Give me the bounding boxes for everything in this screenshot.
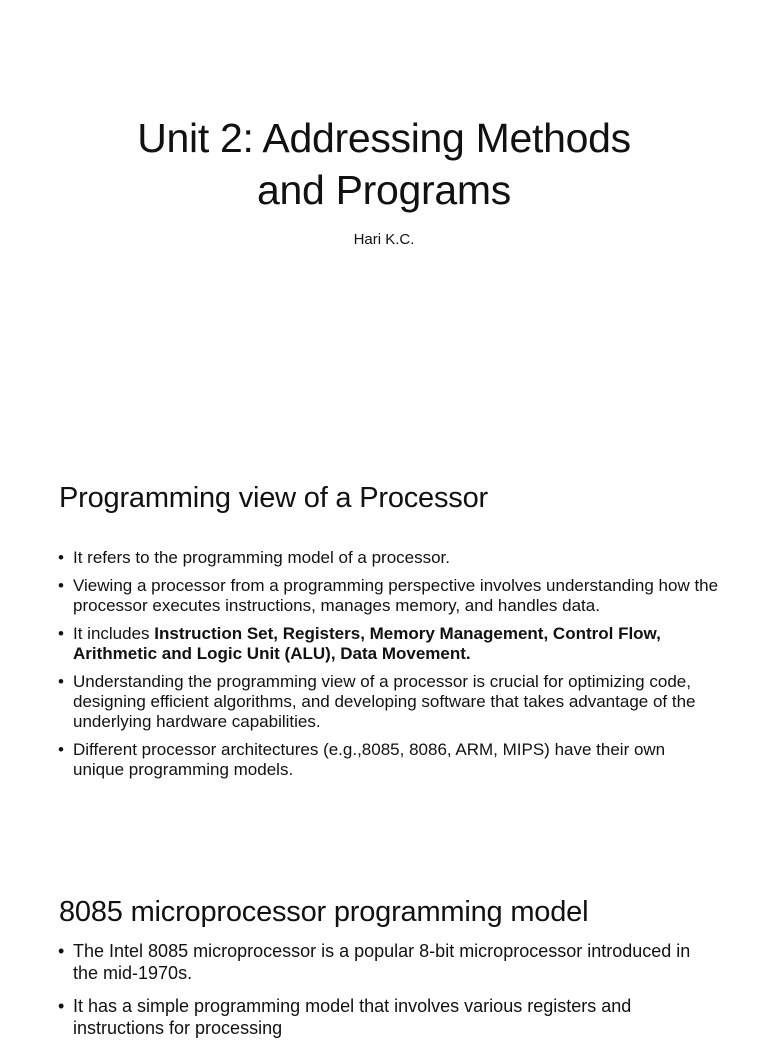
bullet-icon: • (58, 576, 64, 595)
list-item (58, 548, 720, 568)
bullet-text: It refers to the programming model of a processor. (73, 548, 451, 567)
bullet-list (58, 940, 720, 1050)
bullet-icon: • (58, 548, 64, 567)
title-slide (0, 0, 768, 440)
bullet-icon: • (58, 996, 65, 1016)
list-item (58, 624, 720, 664)
bullet-text-bold: Instruction Set, Registers, Memory Management, Control Flow, Arithmetic and Logic Unit (ALU), Data Movement. (73, 624, 661, 663)
bullet-text: Viewing a processor from a programming perspective involves understanding how the processor executes instructions, manages memory, and handles data. (73, 576, 719, 615)
bullet-list (58, 548, 720, 788)
bullet-text-prefix: It includes (73, 624, 155, 643)
list-item (58, 740, 720, 780)
model-8085-slide (0, 880, 768, 1038)
slide-heading: 8085 microprocessor programming model (59, 896, 589, 928)
list-item (58, 576, 720, 616)
list-item (58, 940, 720, 984)
slide-heading: Programming view of a Processor (59, 482, 488, 514)
bullet-icon: • (58, 740, 64, 759)
bullet-text: Understanding the programming view of a processor is crucial for optimizing code, designing efficient algorithms, and developing software that takes advantage of the underlying hardware capabilities. (73, 672, 696, 731)
bullet-text: It has a simple programming model that involves various registers and instructions for processing (73, 996, 632, 1038)
author-name: Hari K.C. (353, 231, 415, 248)
bullet-icon: • (58, 672, 64, 691)
programming-view-slide (0, 460, 768, 840)
list-item (58, 672, 720, 732)
bullet-text: The Intel 8085 microprocessor is a popular 8-bit microprocessor introduced in the mid-1970s. (73, 941, 691, 983)
bullet-icon: • (58, 941, 65, 961)
list-item (58, 995, 720, 1039)
bullet-text: Different processor architectures (e.g.,8085, 8086, ARM, MIPS) have their own unique programming models. (73, 740, 666, 779)
bullet-icon: • (58, 624, 64, 643)
title-line-2: and Programs (257, 167, 511, 213)
title-line-1: Unit 2: Addressing Methods (137, 115, 631, 161)
slide-title (60, 112, 708, 216)
